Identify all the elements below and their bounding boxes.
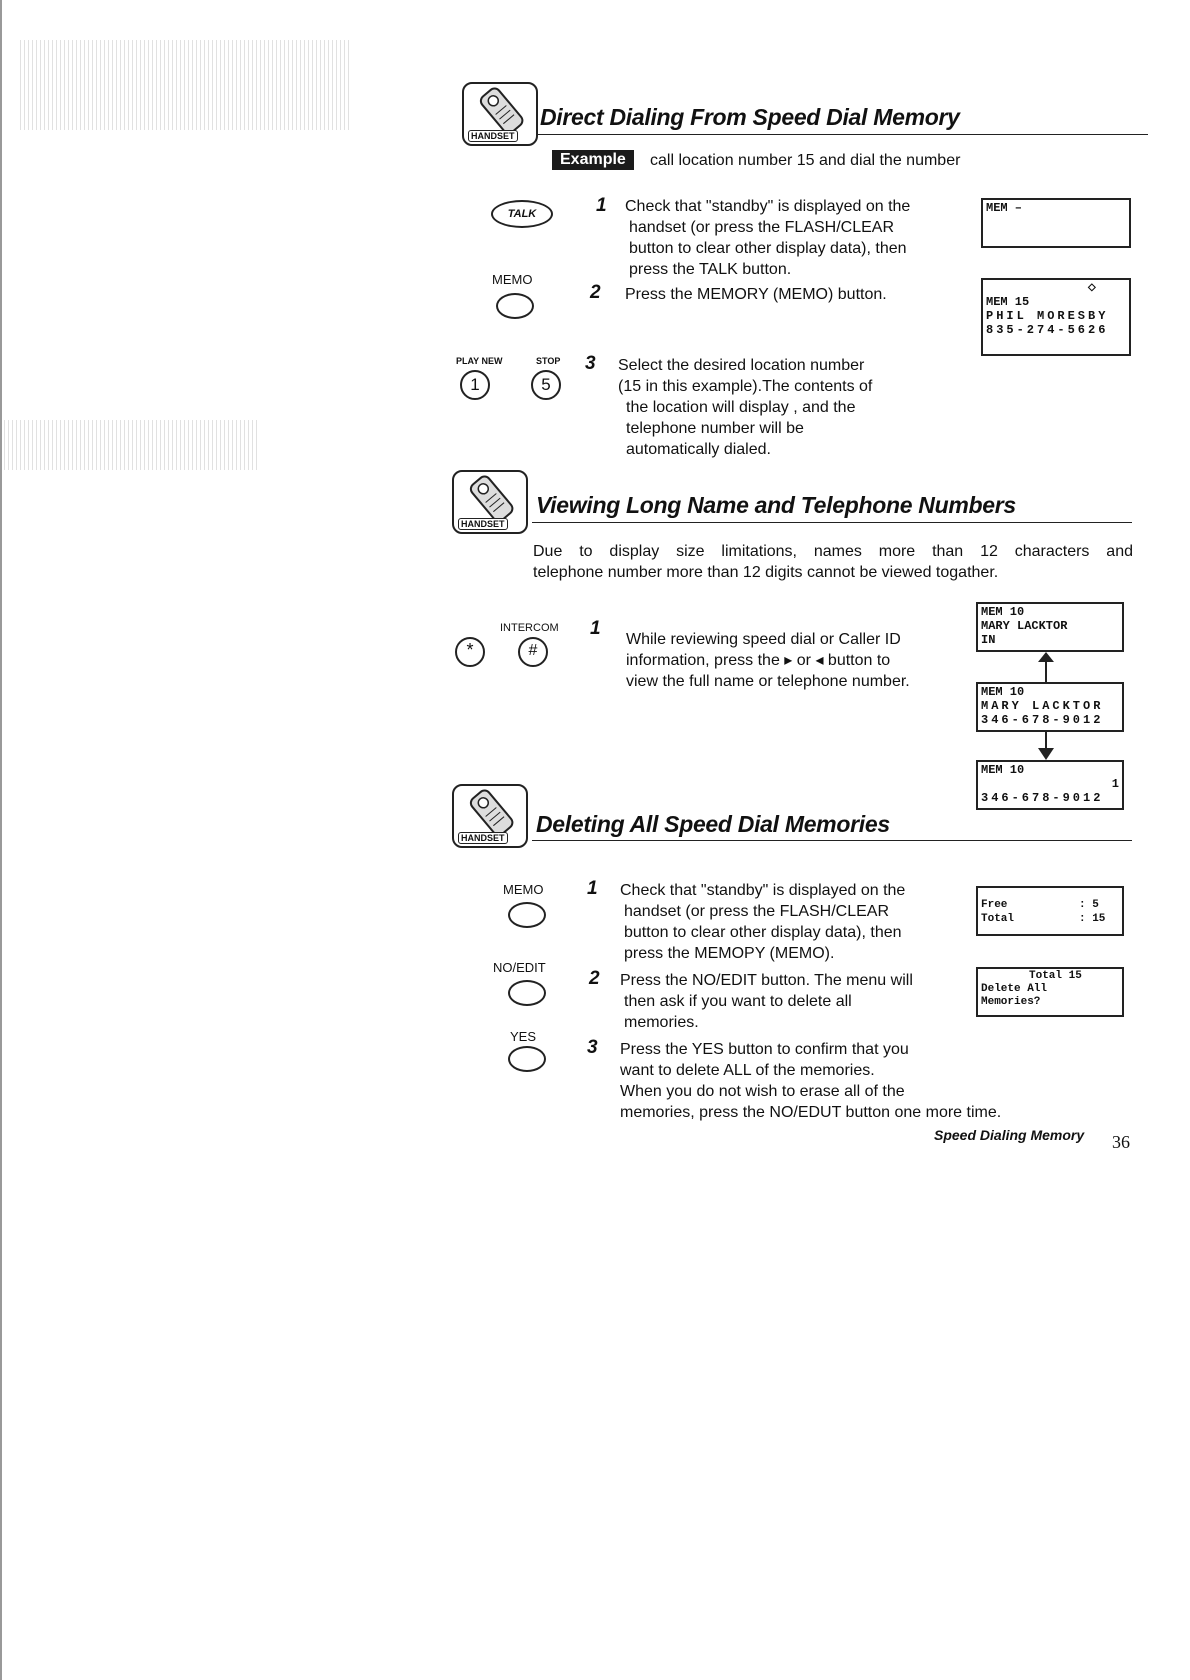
star-key-label: * <box>466 640 474 660</box>
lcd-display-free-total <box>976 886 1124 936</box>
step-text <box>618 355 948 460</box>
step-line: want to delete ALL of the memories. <box>620 1062 875 1079</box>
talk-button-label: TALK <box>507 208 537 220</box>
hash-key-button[interactable] <box>518 637 548 667</box>
step-line: handset (or press the FLASH/CLEAR <box>629 219 895 236</box>
lcd-display-name-view <box>976 602 1124 652</box>
no-edit-label: NO/EDIT <box>493 960 546 975</box>
section-title-viewing-long-name: Viewing Long Name and Telephone Numbers <box>536 492 1016 518</box>
step-text <box>626 629 966 692</box>
lcd-line: 346-678-9012 <box>981 791 1104 805</box>
memo-label: MEMO <box>503 882 544 897</box>
step-line: the location will display , and the <box>626 399 856 416</box>
lcd-line: MEM 10 <box>981 605 1025 619</box>
step-number: 3 <box>585 353 596 374</box>
step-line: Select the desired location number <box>618 357 865 374</box>
step-number: 2 <box>590 282 601 303</box>
step-text <box>620 880 970 964</box>
handset-icon <box>452 784 528 848</box>
lcd-display-full-number <box>976 760 1124 810</box>
lcd-line: IN <box>981 633 996 647</box>
intro-line: telephone number more than 12 digits cannot be viewed togather. <box>533 564 999 581</box>
hash-key-label: # <box>528 642 538 659</box>
yes-button[interactable] <box>508 1046 546 1072</box>
memo-button[interactable] <box>496 293 534 319</box>
lcd-free-value: : 5 <box>1079 899 1099 911</box>
scan-artifact-left <box>20 40 350 130</box>
step-number: 3 <box>587 1037 598 1058</box>
step-line: telephone number will be <box>626 420 804 437</box>
lcd-line: 835-274-5626 <box>986 323 1109 337</box>
step-line: memories, press the NO/EDUT button one more time. <box>620 1104 1002 1121</box>
stop-label: STOP <box>536 356 561 366</box>
step-line: memories. <box>624 1014 699 1031</box>
step-line: Press the NO/EDIT button. The menu will <box>620 972 913 989</box>
step-number: 2 <box>589 968 600 989</box>
step-line: information, press the ▸ or ◂ button to <box>626 652 891 669</box>
no-edit-button[interactable] <box>508 980 546 1006</box>
lcd-display-full-name <box>976 682 1124 732</box>
lcd-row <box>981 912 1119 926</box>
scan-artifact-left-2 <box>0 420 260 470</box>
lcd-line: MEM – <box>986 201 1023 215</box>
step-line: button to clear other display data), then <box>624 924 902 941</box>
lcd-line: MARY LACKTOR <box>981 699 1104 713</box>
step-line: While reviewing speed dial or Caller ID <box>626 631 901 648</box>
step-line: view the full name or telephone number. <box>626 673 910 690</box>
page-number: 36 <box>1112 1132 1130 1152</box>
play-new-label: PLAY NEW <box>456 356 503 366</box>
section-rule <box>538 134 1148 135</box>
step-line: press the MEMOPY (MEMO). <box>624 945 835 962</box>
lcd-display-standby <box>981 198 1131 248</box>
section-title-direct-dialing: Direct Dialing From Speed Dial Memory <box>540 104 960 130</box>
lcd-line: Delete All <box>981 983 1048 995</box>
lcd-line: MEM 15 <box>986 295 1030 309</box>
handset-icon <box>462 82 538 146</box>
example-text: call location number 15 and dial the number <box>650 152 961 169</box>
intercom-label: INTERCOM <box>500 622 559 634</box>
step-number: 1 <box>587 878 598 899</box>
step-line: then ask if you want to delete all <box>624 993 852 1010</box>
lcd-line: Memories? <box>981 996 1041 1008</box>
intro-text <box>533 541 1133 583</box>
lcd-line: 346-678-9012 <box>981 713 1104 727</box>
step-number: 1 <box>590 618 601 639</box>
section-rule <box>532 522 1132 523</box>
example-badge: Example <box>552 150 634 170</box>
arrow-down-icon <box>1036 732 1056 760</box>
handset-label: HANDSET <box>458 832 508 844</box>
lcd-display-delete-all <box>976 967 1124 1017</box>
star-key-button[interactable] <box>455 637 485 667</box>
talk-button[interactable] <box>491 200 553 228</box>
step-line: Press the YES button to confirm that you <box>620 1041 909 1058</box>
lcd-display-mem15 <box>981 278 1131 356</box>
lcd-total-value: : 15 <box>1079 913 1106 925</box>
lcd-line: 1 <box>1111 777 1119 791</box>
handset-icon <box>452 470 528 534</box>
step-line: When you do not wish to erase all of the <box>620 1083 905 1100</box>
step-line: (15 in this example).The contents of <box>618 378 873 395</box>
step-number: 1 <box>596 195 607 216</box>
footer-section-name: Speed Dialing Memory <box>934 1127 1085 1143</box>
section-rule <box>532 840 1132 841</box>
intro-line: Due to display size limitations, names more than 12 characters and <box>533 543 1133 560</box>
lcd-cursor-icon: ◇ <box>1087 280 1096 296</box>
lcd-row <box>981 898 1119 912</box>
step-line: press the TALK button. <box>629 261 792 278</box>
lcd-line: MEM 10 <box>981 763 1025 777</box>
lcd-line: Total 15 <box>1029 970 1082 982</box>
key-5-label: 5 <box>541 375 551 394</box>
step-line: automatically dialed. <box>626 441 771 458</box>
page-left-edge <box>0 0 2 1680</box>
key-1-label: 1 <box>470 375 480 394</box>
step-text <box>625 196 970 280</box>
lcd-total-label: Total <box>981 913 1015 925</box>
memo-label: MEMO <box>492 272 533 287</box>
step-line: handset (or press the FLASH/CLEAR <box>624 903 890 920</box>
step-line: Check that "standby" is displayed on the <box>620 882 906 899</box>
handset-label: HANDSET <box>458 518 508 530</box>
yes-label: YES <box>510 1029 537 1044</box>
key-1-button[interactable] <box>460 370 490 400</box>
lcd-free-label: Free <box>981 899 1008 911</box>
arrow-up-icon <box>1036 652 1056 682</box>
lcd-line: MARY LACKTOR <box>981 619 1068 633</box>
memo-button[interactable] <box>508 902 546 928</box>
step-text: Press the MEMORY (MEMO) button. <box>625 286 887 303</box>
step-line: Check that "standby" is displayed on the <box>625 198 911 215</box>
lcd-line: PHIL MORESBY <box>986 309 1109 323</box>
step-line: button to clear other display data), then <box>629 240 907 257</box>
step-text <box>620 970 970 1033</box>
step-text <box>620 1039 1080 1123</box>
lcd-line: MEM 10 <box>981 685 1025 699</box>
handset-label: HANDSET <box>468 130 518 142</box>
section-title-deleting-all: Deleting All Speed Dial Memories <box>536 811 890 837</box>
key-5-button[interactable] <box>531 370 561 400</box>
